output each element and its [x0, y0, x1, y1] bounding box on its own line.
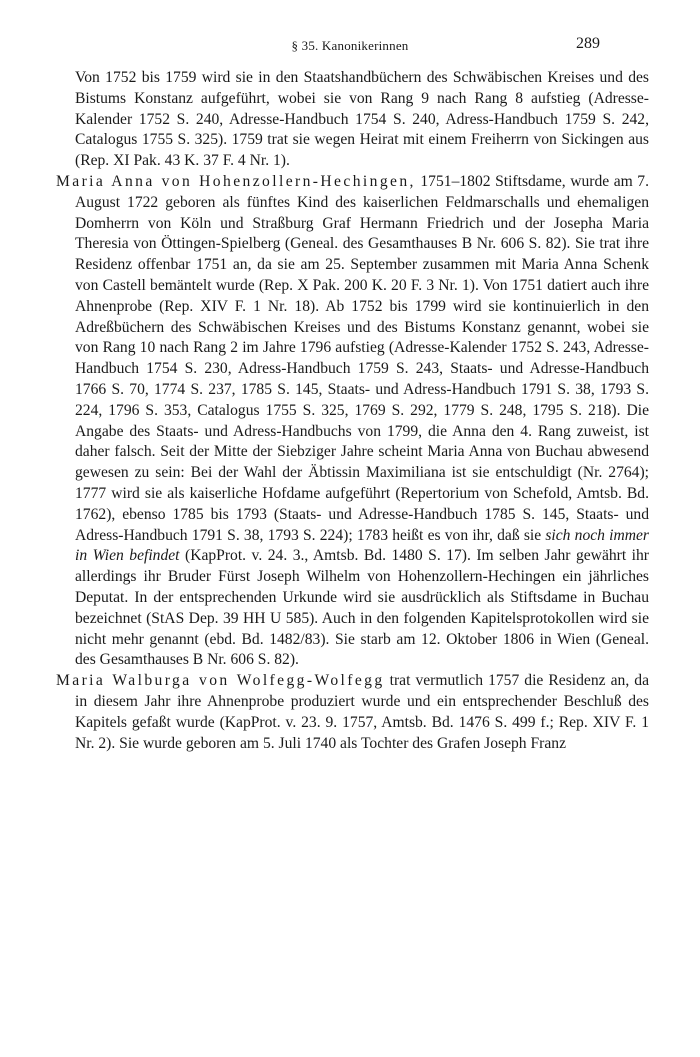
entry-text-part-a: 1751–1802 Stiftsdame, wurde am 7. August 1722 geboren als fünftes Kind des kaiserlichen Feldmarschalls und ehemaligen Domherrn von Köln und Straßburg Graf Hermann Friedrich und der Josepha Maria Theresia von Öttingen-Spielberg (Geneal. des Gesamthauses B Nr. 606 S. 82). Sie trat ihre Residenz offenbar 1751 an, da sie am 25. September zusammen mit Maria Anna Schenk von Castell bemäntelt wurde (Rep. X Pak. 200 K. 20 F. 3 Nr. 1). Von 1751 datiert auch ihre Ahnenprobe (Rep. XIV F. 1 Nr. 18). Ab 1752 bis 1799 wird sie kontinuierlich in den Adreßbüchern des Schwäbischen Kreises und des Bistums Konstanz genannt, wobei sie von Rang 10 nach Rang 2 im Jahre 1796 aufstieg (Adresse-Kalender 1752 S. 243, Adresse-Handbuch 1754 S. 230, Adress-Handbuch 1759 S. 243, Staats- und Adresse-Handbuch 1766 S. 70, 1774 S. 237, 1785 S. 145, Staats- und Adress-Handbuch 1791 S. 38, 1793 S. 224, 1796 S. 353, Catalogus 1755 S. 325, 1769 S. 292, 1779 S. 248, 1795 S. 218). Die Angabe des Staats- und Adress-Handbuchs von 1799, die Anna den 4. Rang zuweist, ist daher falsch. Seit der Mitte der Siebziger Jahre scheint Maria Anna von Buchau abwesend gewesen zu sein: Bei der Wahl der Äbtissin Maximiliana ist sie entschuldigt (Nr. 2764); 1777 wird sie als kaiserliche Hofdame aufgeführt (Repertorium von Schefold, Amtsb. Bd. 1762), ebenso 1785 bis 1793 (Staats- und Adresse-Handbuch 1785 S. 145, Staats- und Adress-Handbuch 1791 S. 38, 1793 S. 224); 1783 heißt es von ihr, daß sie	[75, 172, 649, 544]
entry-name: Maria Walburga von Wolfegg-Wolfegg	[56, 672, 385, 690]
running-title: § 35. Kanonikerinnen	[291, 38, 409, 53]
paragraph-continuation	[56, 68, 649, 172]
entry-maria-walburga-wolfegg	[56, 671, 649, 754]
body-text	[56, 68, 649, 754]
entry-text: trat vermutlich 1757 die Residenz an, da in diesem Jahr ihre Ahnenprobe produziert wurde und ein entsprechender Beschluß des Kapitels gefaßt wurde (KapProt. v. 23. 9. 1757, Amtsb. Bd. 1476 S. 499 f.; Rep. XIV F. 1 Nr. 2). Sie wurde geboren am 5. Juli 1740 als Tochter des Grafen Joseph Franz	[75, 672, 650, 752]
entry-name: Maria Anna von Hohenzollern-Hechingen,	[56, 172, 416, 190]
running-head	[0, 35, 700, 58]
entry-quotation: sich noch immer in Wien befindet	[75, 526, 649, 565]
page-number: 289	[576, 35, 600, 52]
entry-text-part-b: (KapProt. v. 24. 3., Amtsb. Bd. 1480 S. 17). Im selben Jahr gewährt ihr allerdings ihr Bruder Fürst Joseph Wilhelm von Hohenzollern-Hechingen ein jährliches Deputat. In der entsprechenden Urkunde wird sie ausdrücklich als Stiftsdame in Buchau bezeichnet (StAS Dep. 39 HH U 585). Auch in den folgenden Kapitelsprotokollen wird sie nicht mehr genannt (ebd. Bd. 1482/83). Sie starb am 12. Oktober 1806 in Wien (Geneal. des Gesamthauses B Nr. 606 S. 82).	[75, 547, 649, 669]
entry-maria-anna-hohenzollern	[56, 172, 649, 671]
paragraph-text: Von 1752 bis 1759 wird sie in den Staatshandbüchern des Schwäbischen Kreises und des Bistums Konstanz aufgeführt, wobei sie von Rang 9 nach Rang 8 aufstieg (Adresse-Kalender 1752 S. 240, Adresse-Handbuch 1754 S. 240, Adress-Handbuch 1759 S. 242, Catalogus 1755 S. 325). 1759 trat sie wegen Heirat mit einem Freiherrn von Sickingen aus (Rep. XI Pak. 43 K. 37 F. 4 Nr. 1).	[75, 69, 649, 170]
